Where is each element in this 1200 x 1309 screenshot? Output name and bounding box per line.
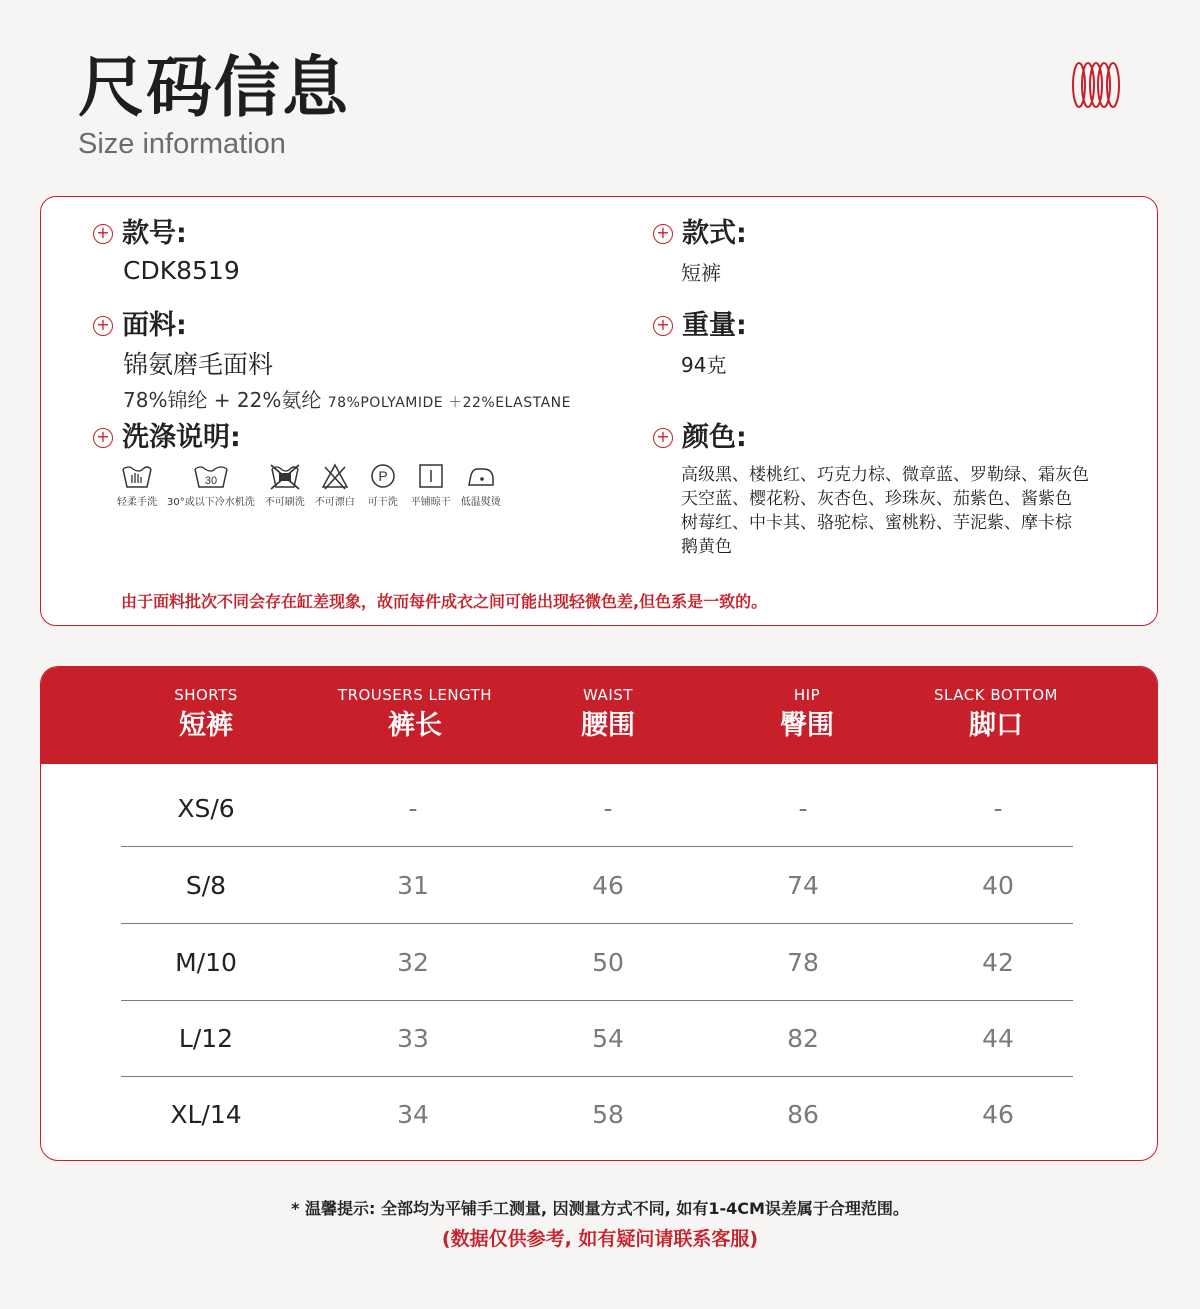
page-title: 尺码信息 — [78, 49, 350, 126]
care-item: 低温熨烫 — [461, 461, 501, 508]
style-no-value: CDK8519 — [123, 256, 240, 285]
care-item: 不可刷洗 — [265, 461, 305, 508]
plus-circle-icon: + — [93, 224, 113, 244]
care-instructions — [117, 461, 511, 508]
colors-line: 高级黑、楼桃红、巧克力棕、微章蓝、罗勒绿、霜灰色 — [681, 465, 1089, 485]
svg-text:P: P — [378, 468, 388, 484]
low-iron-icon — [463, 461, 499, 491]
header-slack-bottom: SLACK BOTTOM 脚口 — [934, 686, 1058, 741]
colors-list — [681, 463, 1141, 559]
care-item: 平铺晾干 — [411, 461, 451, 508]
table-row — [121, 925, 1073, 1001]
colors-label: + 颜色: — [653, 421, 747, 455]
value-cell: 42 — [982, 948, 1014, 977]
colors-line: 鹅黄色 — [681, 537, 732, 557]
colors-line: 树莓红、中卡其、骆驼棕、蜜桃粉、芋泥紫、摩卡棕 — [681, 513, 1072, 533]
value-cell: - — [993, 794, 1003, 823]
table-row — [121, 848, 1073, 924]
fabric-composition — [123, 387, 571, 416]
value-cell: 58 — [592, 1100, 624, 1129]
composition-cn: 78%锦纶 + 22%氨纶 — [123, 388, 322, 412]
header-trousers-length: TROUSERS LENGTH 裤长 — [337, 686, 493, 741]
no-brush-wash-icon — [267, 461, 303, 491]
size-table — [40, 666, 1158, 1161]
style-no-label: + 款号: — [93, 217, 187, 251]
reference-note: (数据仅供参考, 如有疑问请联系客服) — [441, 1228, 759, 1250]
machine-wash-30-icon — [193, 461, 229, 491]
colors-line: 天空蓝、樱花粉、灰杏色、珍珠灰、茄紫色、酱紫色 — [681, 489, 1072, 509]
svg-text:30: 30 — [204, 475, 217, 487]
value-cell: 54 — [592, 1024, 624, 1053]
value-cell: 44 — [982, 1024, 1014, 1053]
table-row — [121, 1077, 1073, 1153]
value-cell: 86 — [787, 1100, 819, 1129]
table-row — [121, 1001, 1073, 1077]
value-cell: 32 — [397, 948, 429, 977]
page-subtitle: Size information — [78, 128, 286, 160]
composition-en: 78%POLYAMIDE ＋22%ELASTANE — [327, 395, 572, 411]
plus-circle-icon: + — [653, 316, 673, 336]
wash-label: + 洗涤说明: — [93, 421, 241, 455]
care-item: 轻柔手洗 — [117, 461, 157, 508]
value-cell: - — [798, 794, 808, 823]
value-cell: 31 — [397, 871, 429, 900]
value-cell: 78 — [787, 948, 819, 977]
value-cell: 46 — [982, 1100, 1014, 1129]
measurement-tip: * 温馨提示: 全部均为平铺手工测量, 因测量方式不同, 如有1-4CM误差属于合理范围。 — [291, 1199, 909, 1218]
header-shorts: SHORTS 短裤 — [174, 686, 238, 741]
value-cell: - — [408, 794, 418, 823]
header-waist: WAIST 腰围 — [581, 686, 635, 741]
size-cell: S/8 — [185, 871, 227, 900]
value-cell: 74 — [787, 871, 819, 900]
care-item: 30 30°或以下冷水机洗 — [167, 461, 255, 508]
size-cell: XS/6 — [177, 794, 235, 823]
dry-flat-icon — [413, 461, 449, 491]
style-type-value: 短裤 — [681, 261, 721, 285]
value-cell: 40 — [982, 871, 1014, 900]
header-hip: HIP 臀围 — [780, 686, 834, 741]
value-cell: 82 — [787, 1024, 819, 1053]
fabric-value: 锦氨磨毛面料 — [123, 350, 274, 379]
hand-wash-icon — [119, 461, 155, 491]
value-cell: 33 — [397, 1024, 429, 1053]
fabric-label: + 面料: — [93, 309, 187, 343]
size-table-header — [41, 667, 1157, 764]
product-info-card — [40, 196, 1158, 626]
plus-circle-icon: + — [93, 316, 113, 336]
dry-clean-p-icon — [365, 461, 401, 491]
size-cell: L/12 — [178, 1024, 234, 1053]
size-cell: XL/14 — [170, 1100, 242, 1129]
no-bleach-icon — [317, 461, 353, 491]
size-cell: M/10 — [175, 948, 237, 977]
value-cell: 46 — [592, 871, 624, 900]
care-item: 不可漂白 — [315, 461, 355, 508]
color-difference-notice: 由于面料批次不同会存在缸差现象，故而每件成衣之间可能出现轻微色差,但色系是一致的。 — [121, 592, 768, 611]
plus-circle-icon: + — [653, 224, 673, 244]
style-type-label: + 款式: — [653, 217, 747, 251]
plus-circle-icon: + — [93, 428, 113, 448]
brand-logo-icon — [1070, 60, 1122, 110]
weight-label: + 重量: — [653, 309, 747, 343]
weight-value: 94克 — [681, 353, 727, 377]
value-cell: 34 — [397, 1100, 429, 1129]
value-cell: - — [603, 794, 613, 823]
plus-circle-icon: + — [653, 428, 673, 448]
value-cell: 50 — [592, 948, 624, 977]
table-row — [121, 771, 1073, 847]
care-item: P 可干洗 — [365, 461, 401, 508]
